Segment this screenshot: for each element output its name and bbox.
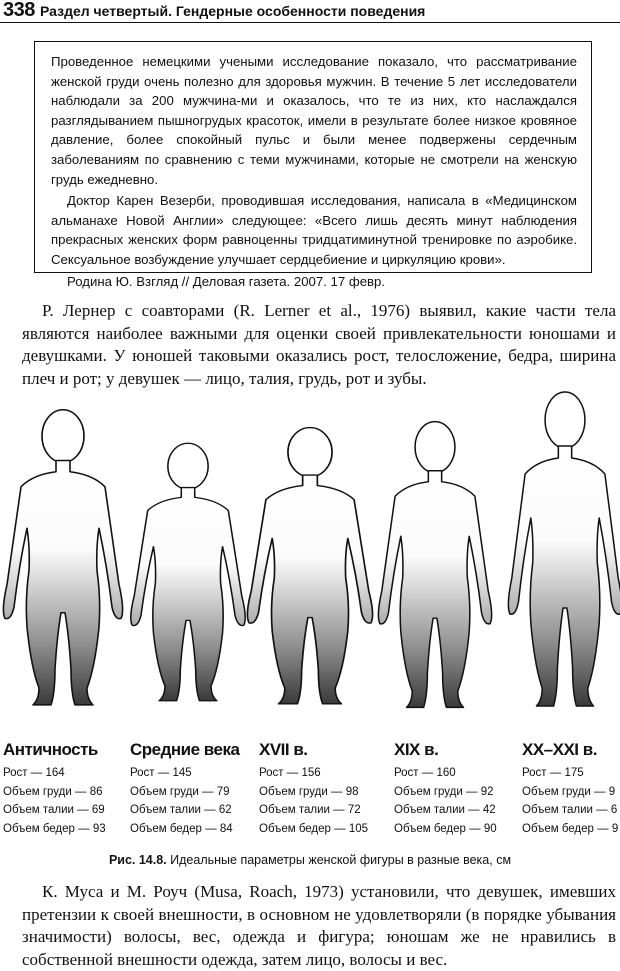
era-title: XIX в. — [394, 740, 439, 759]
figure-17th-century — [247, 428, 372, 704]
page-number: 338 — [3, 0, 35, 21]
era-title: XX–XXI в. — [522, 740, 597, 759]
figure-caption-label: Рис. 14.8. — [108, 853, 167, 867]
era-height: Рост — 164 — [3, 767, 65, 779]
figure-antiquity — [3, 410, 122, 705]
figure-caption — [0, 853, 620, 867]
era-bust: Объем груди — 92 — [394, 785, 494, 798]
era-middle-ages — [130, 740, 260, 838]
era-bust: Объем груди — 86 — [3, 785, 103, 798]
quote-paragraph-1: Проведенное немецкими учеными исследование показало, что рассматривание женской груди очень полезно для здоровья мужчин. В течение 5 лет исследователи наблюдали за 200 мужчина-ми и оказалось, что те из них, кто наслаждался разглядыванием пышногрудых красоток, имели в результате более низкое кровяное давление, более спокойный пульс и были менее подвержены сердечным заболеваниям по сравнению с теми мужчинами, которые не смотрели на женскую грудь ежедневно. — [51, 54, 577, 187]
era-19th-century — [394, 740, 524, 838]
quote-paragraph-2: Доктор Карен Везерби, проводившая исследования, написала в «Медицинском альманахе Новой Англии» следующее: «Всего лишь десять минут наблюдения прекрасных женских форм равноценны тридцатиминутной тренировке по аэробике. Сексуальное возбуждение улучшает сердцебиение и циркуляцию крови». — [51, 193, 577, 267]
era-hips: Объем бедер — 9 — [522, 822, 618, 835]
era-bust: Объем груди — 79 — [130, 785, 230, 798]
era-bust: Объем груди — 98 — [259, 785, 359, 798]
era-hips: Объем бедер — 90 — [394, 822, 497, 835]
era-height: Рост — 175 — [522, 767, 584, 779]
era-height: Рост — 156 — [259, 767, 321, 779]
era-height: Рост — 145 — [130, 767, 192, 779]
era-height: Рост — 160 — [394, 767, 456, 779]
figure-caption-text: Идеальные параметры женской фигуры в разные века, см — [170, 853, 512, 867]
quote-box — [34, 41, 592, 289]
silhouettes-illustration — [0, 388, 620, 738]
era-waist: Объем талии — 6 — [522, 804, 618, 816]
era-waist: Объем талии — 42 — [394, 804, 496, 816]
era-hips: Объем бедер — 93 — [3, 822, 106, 835]
era-waist: Объем талии — 69 — [3, 804, 105, 816]
era-waist: Объем талии — 72 — [259, 804, 361, 816]
era-waist: Объем талии — 62 — [130, 804, 232, 816]
page-header — [0, 0, 620, 23]
era-hips: Объем бедер — 105 — [259, 822, 369, 835]
era-20-21-century — [522, 740, 618, 838]
running-head: Раздел четвертый. Гендерные особенности поведения — [40, 3, 426, 19]
era-17th-century — [259, 740, 389, 838]
era-title: Античность — [3, 740, 98, 759]
era-antiquity — [3, 740, 133, 838]
body-paragraph-2: К. Муса и М. Роуч (Musa, Roach, 1973) установили, что девушек, имевших претензии к своей внешности, в основном не удовлетворяли (в порядке убывания значимости) волосы, вес, одежда и фигура; юношам же не нравились в собственной внешности одежда, затем лицо, волосы и вес. — [22, 882, 616, 969]
era-bust: Объем груди — 9 — [522, 785, 616, 798]
figure-20-21-century — [508, 392, 620, 706]
figure-19th-century — [378, 422, 491, 708]
quote-source: Родина Ю. Взгляд // Деловая газета. 2007. 17 февр. — [67, 273, 386, 289]
era-hips: Объем бедер — 84 — [130, 822, 233, 835]
era-title: Средние века — [130, 740, 240, 759]
figure-middle-ages — [131, 443, 245, 700]
body-paragraph-1: Р. Лернер с соавторами (R. Lerner et al., 1976) выявил, какие части тела являются наиболее важными для оценки своей привлекательности юношами и девушками. У юношей таковыми оказались рост, телосложение, бедра, ширина плеч и рот; у девушек — лицо, талия, грудь, рот и зубы. — [22, 301, 616, 388]
figure-silhouettes — [0, 388, 620, 738]
era-title: XVII в. — [259, 740, 308, 759]
